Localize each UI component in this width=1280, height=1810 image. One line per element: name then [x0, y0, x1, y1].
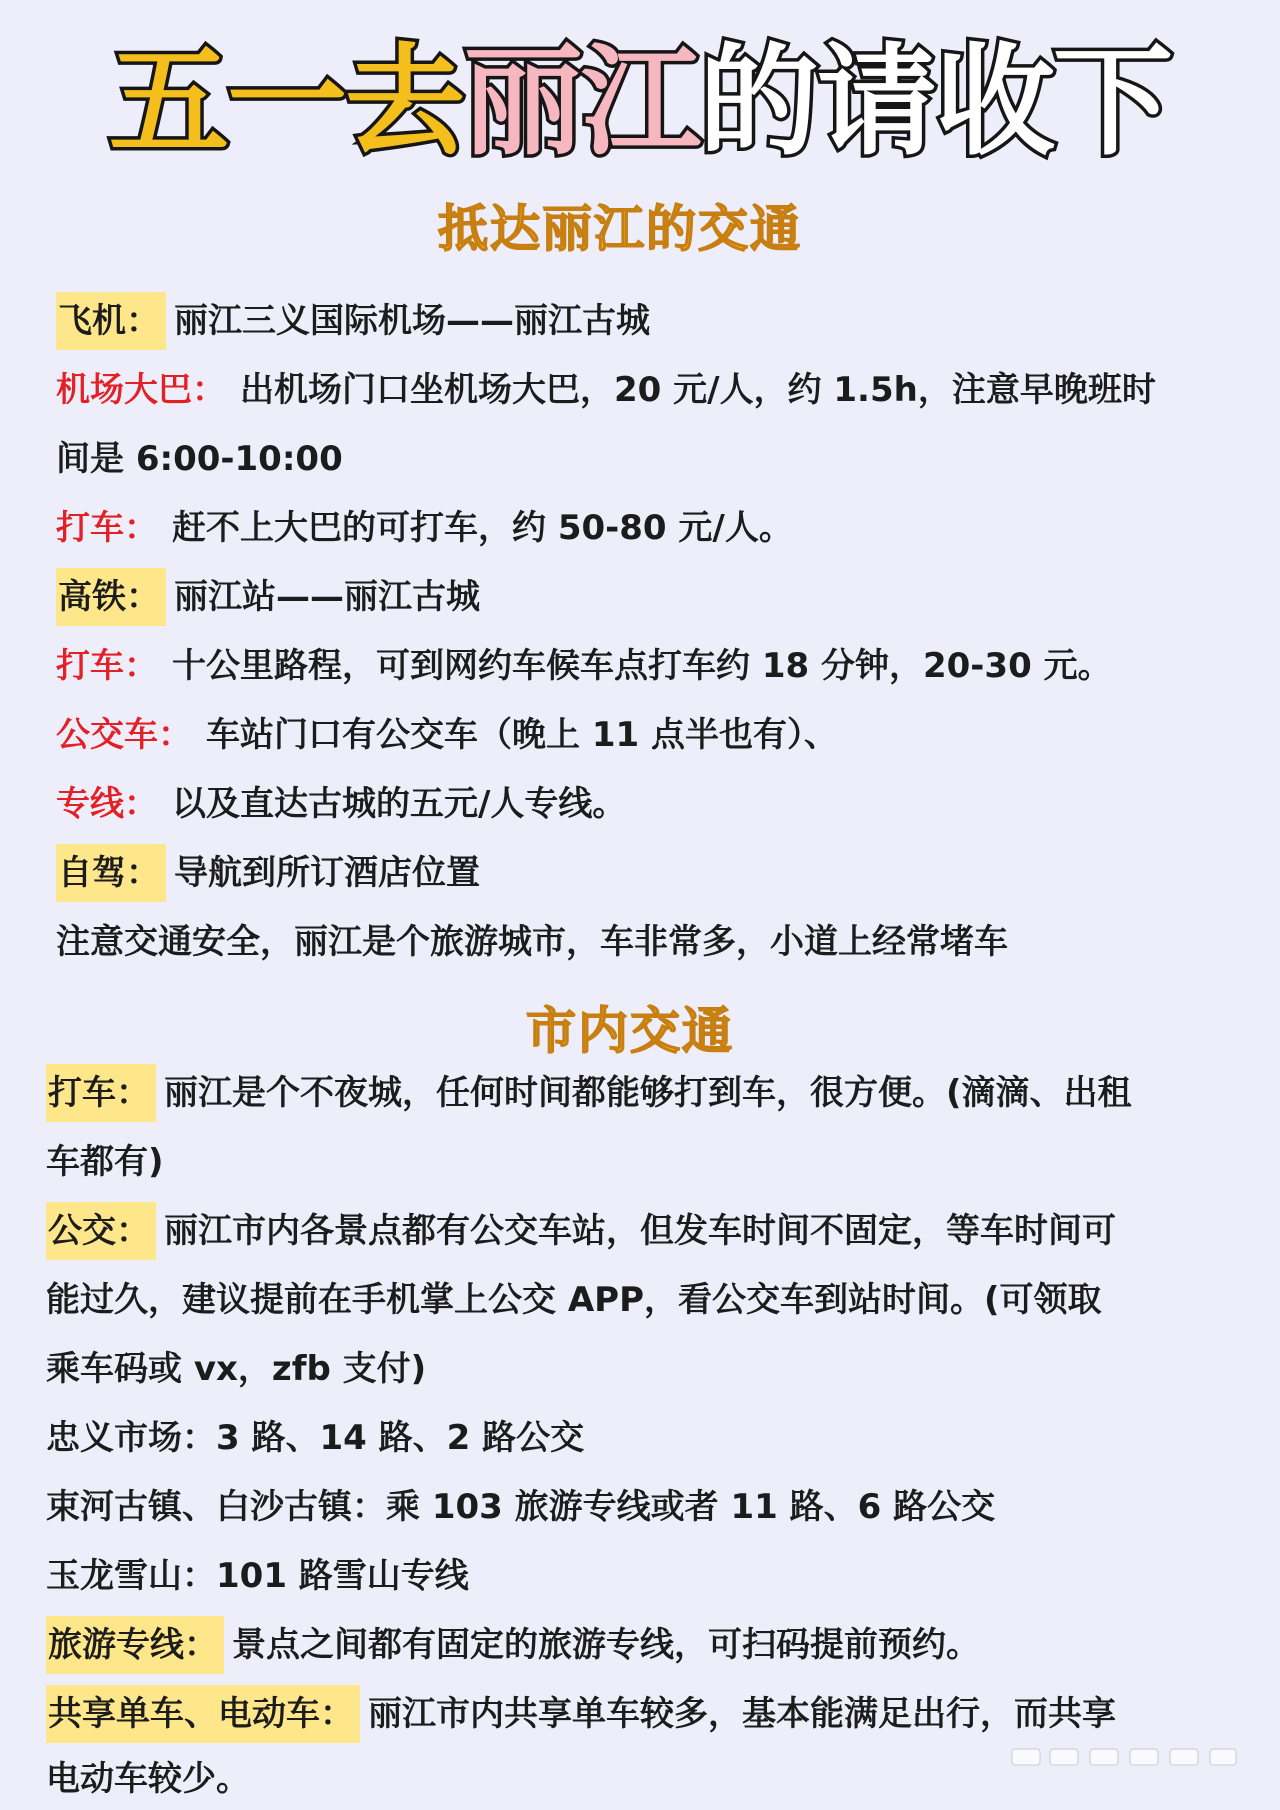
label-self-drive: 自驾： [56, 844, 166, 902]
label-shuttle: 专线： [56, 784, 158, 824]
line-text: 忠义市场：3 路、14 路、2 路公交 [46, 1418, 585, 1458]
label-taxi: 打车： [46, 1064, 156, 1122]
line-text: 注意交通安全，丽江是个旅游城市，车非常多，小道上经常堵车 [56, 922, 1008, 962]
list-item [46, 1340, 1248, 1398]
list-item [56, 568, 1248, 626]
list-item [56, 292, 1248, 350]
line-text: 出机场门口坐机场大巴，20 元/人，约 1.5h，注意早晚班时 [240, 370, 1156, 410]
label-high-speed-rail: 高铁： [56, 568, 166, 626]
line-text: 丽江市内共享单车较多，基本能满足出行，而共享 [368, 1694, 1116, 1734]
list-item [46, 1202, 1248, 1260]
list-item [56, 499, 1248, 557]
list-item [56, 706, 1248, 764]
line-text: 束河古镇、白沙古镇：乘 103 旅游专线或者 11 路、6 路公交 [46, 1487, 996, 1527]
label-taxi: 打车： [56, 646, 158, 686]
title-part-white: 的请收下 [699, 33, 1171, 172]
line-text: 间是 6:00-10:00 [56, 439, 343, 479]
list-item [46, 1064, 1248, 1122]
title-part-yellow: 五一去 [109, 33, 463, 172]
section-heading-arrival: 抵达丽江的交通 [438, 200, 802, 258]
label-taxi: 打车： [56, 508, 158, 548]
line-text: 丽江站——丽江古城 [174, 577, 480, 617]
line-text: 丽江是个不夜城，任何时间都能够打到车，很方便。(滴滴、出租 [164, 1073, 1132, 1113]
list-item [56, 361, 1248, 419]
label-plane: 飞机： [56, 292, 166, 350]
list-item [46, 1271, 1248, 1329]
list-item [56, 637, 1248, 695]
line-text: 景点之间都有固定的旅游专线，可扫码提前预约。 [232, 1625, 980, 1665]
line-text: 导航到所订酒店位置 [174, 853, 480, 893]
label-bus: 公交： [46, 1202, 156, 1260]
line-text: 丽江三义国际机场——丽江古城 [174, 301, 650, 341]
line-text: 乘车码或 vx，zfb 支付) [46, 1349, 427, 1389]
title-part-pink: 丽江 [463, 33, 699, 172]
list-item [56, 913, 1248, 971]
line-text: 十公里路程，可到网约车候车点打车约 18 分钟，20-30 元。 [172, 646, 1112, 686]
section-heading-city: 市内交通 [526, 1002, 734, 1060]
page-title [0, 28, 1280, 178]
list-item [46, 1547, 1248, 1605]
line-text: 玉龙雪山：101 路雪山专线 [46, 1556, 469, 1596]
list-item [46, 1409, 1248, 1467]
line-text: 车都有) [46, 1142, 164, 1182]
line-text: 赶不上大巴的可打车，约 50-80 元/人。 [172, 508, 793, 548]
line-text: 能过久，建议提前在手机掌上公交 APP，看公交车到站时间。(可领取 [46, 1280, 1102, 1320]
label-bus: 公交车： [56, 715, 192, 755]
list-item [56, 775, 1248, 833]
list-item [46, 1616, 1248, 1674]
watermark-mark [1010, 1746, 1240, 1768]
list-item [56, 844, 1248, 902]
list-item [46, 1478, 1248, 1536]
line-text: 电动车较少。 [46, 1759, 250, 1799]
line-text: 以及直达古城的五元/人专线。 [172, 784, 627, 824]
line-text: 车站门口有公交车（晚上 11 点半也有）、 [206, 715, 838, 755]
label-airport-bus: 机场大巴： [56, 370, 226, 410]
list-item [56, 430, 1248, 488]
list-item [46, 1685, 1248, 1743]
label-shared-bikes: 共享单车、电动车： [46, 1685, 360, 1743]
line-text: 丽江市内各景点都有公交车站，但发车时间不固定，等车时间可 [164, 1211, 1116, 1251]
list-item [46, 1133, 1248, 1191]
label-tour-shuttle: 旅游专线： [46, 1616, 224, 1674]
